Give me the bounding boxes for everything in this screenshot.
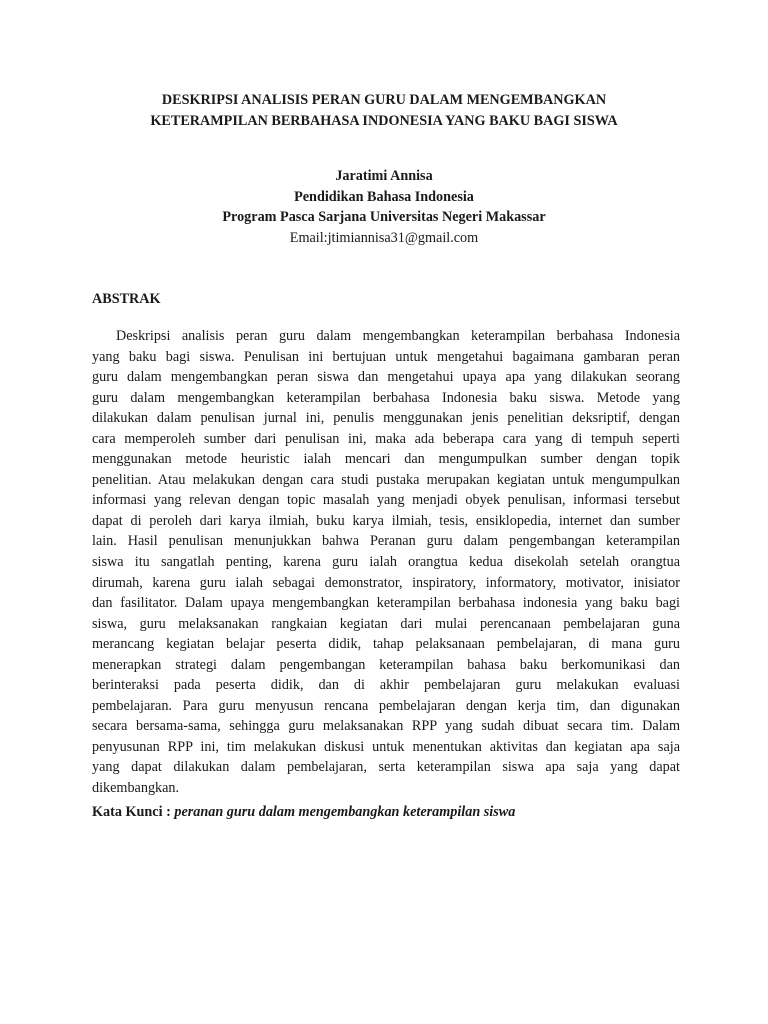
author-institution: Program Pasca Sarjana Universitas Negeri Makassar [222, 209, 546, 226]
abstract-line: menerapkan strategi dalam pengembangan keterampilan bahasa baku berkomunikasi dan [92, 656, 680, 673]
keywords-label: Kata Kunci : [92, 804, 175, 820]
abstract-line: dan fasilitator. Dalam upaya mengembangkan keterampilan berbahasa indonesia yang baku bagi [92, 595, 680, 612]
paper-title-line-1: DESKRIPSI ANALISIS PERAN GURU DALAM MENGEMBANGKAN [161, 92, 607, 108]
abstract-line: informasi yang relevan dengan topic masalah yang menjadi obyek penulisan, informasi tersebut [92, 492, 680, 509]
abstract-line: guru dalam mengembangkan peran siswa dan mengetahui upaya apa yang dilakukan seorang [92, 369, 680, 386]
author-name: Jaratimi Annisa [335, 168, 433, 184]
author-department: Pendidikan Bahasa Indonesia [294, 188, 474, 205]
keywords-value: peranan guru dalam mengembangkan keterampilan siswa [174, 804, 516, 820]
paper-title [92, 90, 676, 132]
abstract-line: penelitian. Atau melakukan dengan cara studi pustaka merupakan kegiatan untuk mengumpulkan [92, 471, 680, 488]
abstract-line: secara bersama-sama, sehingga guru melaksanakan RPP yang sudah dibuat secara tim. Dalam [92, 718, 680, 735]
author-email: Email:jtimiannisa31@gmail.com [289, 229, 479, 246]
author-block [92, 166, 676, 248]
abstract-line: yang dapat dilakukan dalam pembelajaran, serta keterampilan siswa apa saja yang dapat [92, 759, 680, 776]
abstract-line: menggunakan metode heuristic ialah mencari dan mengumpulkan sumber dengan topik [92, 451, 680, 468]
abstract-body [92, 326, 680, 799]
abstract-line: berinteraksi pada peserta didik, dan di akhir pembelajaran guru melakukan evaluasi [92, 677, 680, 694]
abstract-line: yang baku bagi siswa. Penulisan ini bertujuan untuk mengetahui bagaimana gambaran peran [92, 348, 680, 365]
abstract-line: dikembangkan. [92, 780, 180, 797]
abstract-line: dilakukan dalam penulisan jurnal ini, penulis menggunakan jenis penelitian deksriptif, dengan [92, 410, 680, 427]
abstract-line: pembelajaran. Para guru menyusun rencana pembelajaran dengan kerja tim, dan digunakan [92, 697, 680, 714]
abstract-line: siswa itu sangatlah penting, karena guru ialah orangtua kedua disekolah setelah orangtua [92, 554, 680, 571]
abstract-heading: ABSTRAK [92, 291, 161, 307]
abstract-line: Deskripsi analisis peran guru dalam mengembangkan keterampilan berbahasa Indonesia [116, 328, 680, 344]
keywords [92, 802, 515, 822]
abstract-line: cara memperoleh sumber dari penulisan ini, maka ada beberapa cara yang di tempuh seperti [92, 430, 680, 447]
abstract-line: penyusunan RPP ini, tim melakukan diskusi untuk menentukan aktivitas dan kegiatan apa saja [92, 738, 680, 755]
abstract-line: dapat di peroleh dari karya ilmiah, buku karya ilmiah, tesis, ensiklopedia, internet dan sumber [92, 512, 680, 529]
abstract-line: lain. Hasil penulisan menunjukkan bahwa Peranan guru dalam pengembangan keterampilan [92, 533, 680, 550]
abstract-line: dirumah, karena guru ialah sebagai demonstrator, inspiratory, informatory, motivator, inisiator [92, 574, 680, 591]
abstract-line: merancang kegiatan belajar peserta didik, tahap pelaksanaan pembelajaran, di mana guru [92, 636, 680, 653]
paper-title-line-2: KETERAMPILAN BERBAHASA INDONESIA YANG BAKU BAGI SISWA [150, 113, 618, 129]
abstract-line: guru dalam mengembangkan keterampilan berbahasa Indonesia baku siswa. Metode yang [92, 389, 680, 406]
abstract-line: siswa, guru melaksanakan rangkaian kegiatan dari mulai perencanaan pembelajaran guna [92, 615, 680, 632]
